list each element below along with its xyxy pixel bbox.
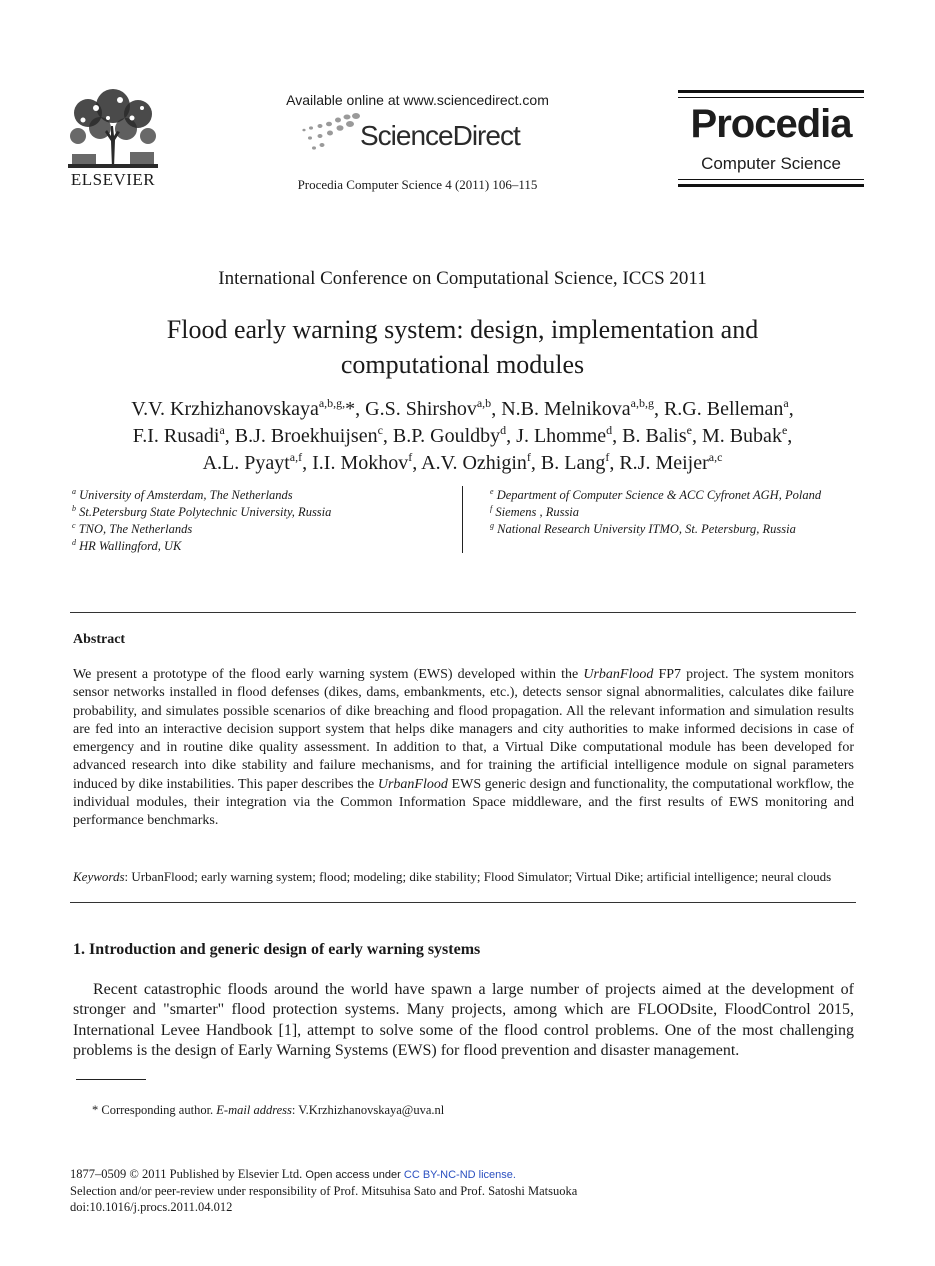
available-online-text: Available online at www.sciencedirect.com [286,92,549,108]
author-separator: , [530,452,541,474]
footnote-rule [76,1079,146,1080]
author-name: M. Bubak [701,425,782,447]
author-name: B.J. Broekhuijsen [234,425,378,447]
author-affiliation-marker: a,b,g [630,396,654,410]
keywords [73,869,863,885]
procedia-rule-top-thin [678,97,864,98]
author-line-1 [70,396,855,423]
author-affiliation-marker: f [408,450,413,464]
affiliation-key: f [490,504,493,513]
affiliations-left [72,487,452,555]
author-name: N.B. Melnikova [501,398,631,420]
affiliation-item [72,538,452,555]
author-affiliation-marker: e [686,423,692,437]
sciencedirect-dots-icon [300,112,360,154]
section-paragraph: Recent catastrophic floods around the world have spawn a large number of projects aimed at the development of stronger and "smarter" flood protection systems. Many projects, among which are FLOODsite, FloodControl 2015, International Levee Handbook [1], attempt to solve some of the flood control problems. One of the most challenging problems is the design of Early Warning Systems (EWS) for flood prevention and disaster management. [73,981,854,1059]
author-separator: , [609,452,620,474]
author-name: F.I. Rusadi [132,425,220,447]
affiliation-text: Department of Computer Science & ACC Cyfronet AGH, Poland [493,488,822,502]
abstract-text: We present a prototype of the flood early warning system (EWS) developed within the UrbanFlood FP7 project. The system monitors sensor networks installed in flood defenses (dikes, dams, embankments, etc.), detects sensor signal abnormalities, calculates dike failure probability, and simulates possible scenarios of dike breaching and flood propagation. All the relevant information and simulation results are fed into an interactive decision support system that helps dike managers and city authorities to make informed decisions in case of emergency and in routine dike quality assessment. In addition to that, a Virtual Dike computational module has been developed for advanced research into dike stability and failure mechanisms, and for training the artificial intelligence module on signal parameters induced by dike instabilities. This paper describes the UrbanFlood EWS generic design and functionality, the computational workflow, the individual modules, their integration via the Common Information Space middleware, and the first results of EWS monitoring and performance benchmarks. [73,667,854,829]
affiliation-item [490,504,870,521]
author-affiliation-marker: c [377,423,383,437]
author-name: B. Balis [622,425,687,447]
journal-reference: Procedia Computer Science 4 (2011) 106–115 [297,177,538,192]
doi-line: doi:10.1016/j.procs.2011.04.012 [70,1200,233,1214]
affiliations-right [490,487,870,538]
affiliation-text: St.Petersburg State Polytechnic University, Russia [76,505,332,519]
license-link[interactable]: CC BY-NC-ND license. [403,1169,516,1181]
affiliation-item [490,487,870,504]
affiliation-key: b [72,504,76,513]
affiliation-text: National Research University ITMO, St. Petersburg, Russia [494,522,796,536]
procedia-rule-bottom [678,184,864,187]
affiliation-text: HR Wallingford, UK [76,539,182,553]
affiliation-text: Siemens , Russia [492,505,580,519]
author-separator: *, [345,398,366,420]
elsevier-logo [66,88,160,192]
affiliations-divider [462,486,463,553]
author-name: A.L. Pyayt [202,452,290,474]
author-affiliation-marker: a [783,396,789,410]
author-separator: , [412,452,422,474]
elsevier-tree-icon [68,88,158,168]
affiliation-key: c [72,521,76,530]
author-separator: , [224,425,235,447]
author-line-2 [70,423,855,450]
copyright-line: 1877–0509 © 2011 Published by Elsevier Ltd. Open access under CC BY-NC-ND license. [70,1167,516,1181]
corresponding-author-footnote: * Corresponding author. E-mail address: V.Krzhizhanovskaya@uva.nl [92,1103,445,1117]
author-name: G.S. Shirshov [365,398,477,420]
procedia-logo [678,90,864,190]
sciencedirect-logo [300,112,540,156]
keywords-text: : UrbanFlood; early warning system; flood; modeling; dike stability; Flood Simulator; Virtual Dike; artificial intelligence; neural clouds [124,869,832,884]
author-affiliation-marker: a,b [476,396,492,410]
affiliation-text: University of Amsterdam, The Netherlands [76,488,293,502]
author-affiliation-marker: a,c [708,450,723,464]
author-separator: , [787,425,793,447]
author-affiliation-marker: e [781,423,788,437]
author-affiliation-marker: d [500,423,507,437]
elsevier-wordmark: ELSEVIER [70,170,156,189]
author-name: V.V. Krzhizhanovskaya [131,398,319,420]
author-separator: , [612,425,623,447]
author-list [70,396,855,477]
affiliation-item [72,521,452,538]
author-affiliation-marker: d [606,423,613,437]
author-name: R.G. Belleman [663,398,784,420]
author-name: B.P. Gouldby [392,425,501,447]
section-heading: 1. Introduction and generic design of early warning systems [73,941,481,958]
author-affiliation-marker: a,b,g, [318,396,346,410]
affiliation-key: e [490,487,494,496]
procedia-title: Procedia [690,102,852,146]
affiliation-item [72,487,452,504]
affiliation-text: TNO, The Netherlands [75,522,193,536]
author-name: R.J. Meijer [619,452,709,474]
procedia-rule-top [678,90,864,93]
sciencedirect-wordmark: ScienceDirect [360,120,520,151]
conference-name: International Conference on Computational Science, ICCS 2011 [218,268,707,289]
author-separator: , [382,425,393,447]
author-affiliation-marker: f [526,450,531,464]
author-affiliation-marker: a [219,423,225,437]
procedia-subtitle: Computer Science [701,154,841,173]
affiliation-item [490,521,870,538]
abstract-heading: Abstract [73,632,126,647]
affiliation-key: d [72,538,76,547]
author-name: A.V. Ozhigin [421,452,527,474]
rule-below-keywords [70,902,856,903]
affiliation-key: a [72,487,76,496]
procedia-rule-bottom-thin [678,179,864,180]
author-name: I.I. Mokhov [312,452,409,474]
affiliation-key: g [490,521,494,530]
author-separator: , [653,398,664,420]
paper-title: Flood early warning system: design, implementation and computational modules [166,315,759,379]
author-separator: , [506,425,517,447]
author-name: B. Lang [540,452,606,474]
peer-review-line: Selection and/or peer-review under responsibility of Prof. Mitsuhisa Sato and Prof. Satoshi Matsuoka [70,1184,578,1198]
keywords-label: Keywords [73,869,125,884]
author-separator: , [302,452,313,474]
author-line-3 [70,450,855,477]
rule-above-abstract [70,612,856,613]
affiliation-item [72,504,452,521]
author-separator: , [491,398,502,420]
author-separator: , [788,398,794,420]
author-name: J. Lhomme [516,425,607,447]
author-affiliation-marker: a,f [289,450,303,464]
author-separator: , [691,425,702,447]
author-affiliation-marker: f [605,450,610,464]
